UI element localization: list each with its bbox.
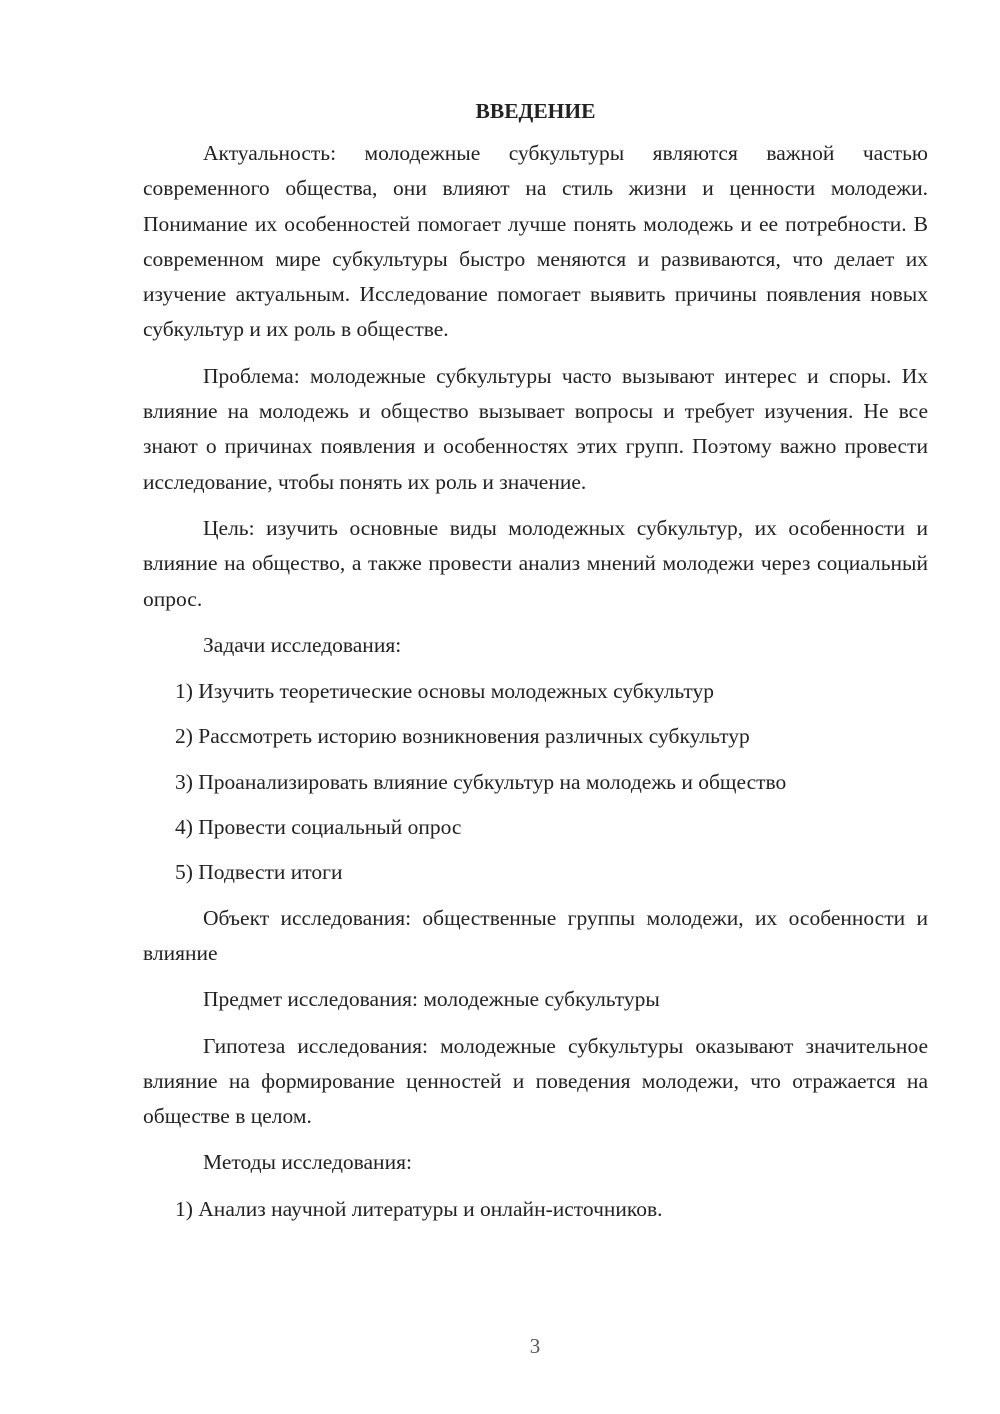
task-item-2: 2) Рассмотреть историю возникновения различных субкультур — [175, 724, 750, 749]
task-item-5: 5) Подвести итоги — [175, 860, 343, 885]
problem-paragraph: Проблема: молодежные субкультуры часто вызывают интерес и споры. Их влияние на молодежь и общество вызывает вопросы и требует изучения. Не все знают о причинах появления и особенностях этих групп. Поэтому важно провести исследование, чтобы понять их роль и значение. — [143, 363, 928, 494]
methods-heading: Методы исследования: — [203, 1150, 412, 1175]
tasks-heading: Задачи исследования: — [203, 632, 402, 657]
task-item-3: 3) Проанализировать влияние субкультур на молодежь и общество — [175, 769, 787, 794]
document-page — [143, 96, 928, 1237]
hypothesis-paragraph: Гипотеза исследования: молодежные субкультуры оказывают значительное влияние на формирование ценностей и поведения молодежи, что отражается на обществе в целом. — [143, 1033, 928, 1129]
subject-paragraph: Предмет исследования: молодежные субкультуры — [203, 987, 660, 1012]
relevance-paragraph: Актуальность: молодежные субкультуры являются важной частью современного общества, они влияют на стиль жизни и ценности молодежи. Понимание их особенностей помогает лучше понять молодежь и ее потребности. В современном мире субкультуры быстро меняются и развиваются, что делает их изучение актуальным. Исследование помогает выявить причины появления новых субкультур и их роль в обществе. — [143, 141, 928, 342]
object-paragraph: Объект исследования: общественные группы молодежи, их особенности и влияние — [143, 905, 928, 965]
goal-paragraph: Цель: изучить основные виды молодежных субкультур, их особенности и влияние на общество, а также провести анализ мнений молодежи через социальный опрос. — [143, 515, 928, 611]
page-number: 3 — [529, 1334, 541, 1358]
page-title: ВВЕДЕНИЕ — [475, 99, 596, 123]
task-item-4: 4) Провести социальный опрос — [175, 815, 462, 840]
task-item-1: 1) Изучить теоретические основы молодежных субкультур — [175, 679, 715, 704]
method-item-1: 1) Анализ научной литературы и онлайн-источников. — [175, 1196, 663, 1221]
